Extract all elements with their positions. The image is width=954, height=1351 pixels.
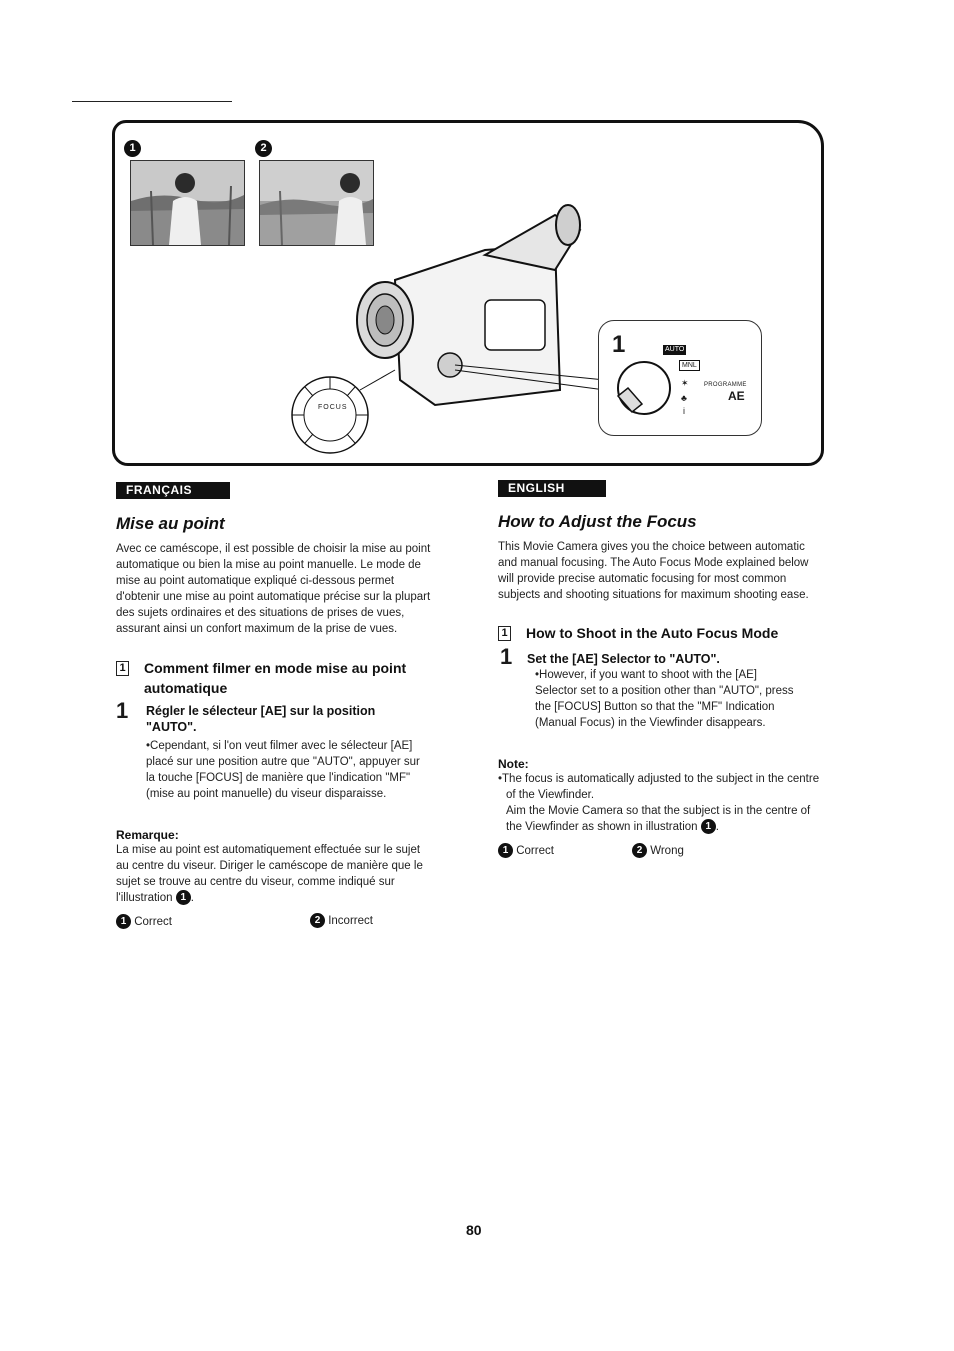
en-step-body: •However, if you want to shoot with the [AE] Selector set to a position other than "AUTO", press the [FOCUS] Button so that the "MF" Indication (Manual Focus) in the Viewfinder disappears. xyxy=(535,669,794,729)
fr-label-incorrect xyxy=(310,913,373,929)
en-step-title: Set the [AE] Selector to "AUTO". xyxy=(527,652,720,666)
sports-mode-icon: ✶ xyxy=(681,378,689,388)
en-label-wrong xyxy=(632,843,684,859)
en-label1-num: 1 xyxy=(498,843,513,858)
marker-1: 1 xyxy=(124,140,141,157)
en-note-line2-wrap: Aim the Movie Camera so that the subject is in the centre of the Viewfinder as shown in illustration 1 . xyxy=(506,805,811,833)
fr-note-ref: 1 xyxy=(176,890,191,905)
lang-tag-fr: FRANÇAIS xyxy=(116,482,230,499)
fr-label2-num: 2 xyxy=(310,913,325,928)
en-section-title: How to Shoot in the Auto Focus Mode xyxy=(526,625,779,641)
photo-correct xyxy=(130,160,245,246)
en-label1: Correct xyxy=(516,845,554,857)
en-note-line1: •The focus is automatically adjusted to the subject in the centre of the Viewfinder. xyxy=(498,773,820,801)
auto-indicator: AUTO xyxy=(665,346,685,353)
programme-label: PROGRAMME xyxy=(704,382,747,388)
en-note-line2: Aim the Movie Camera so that the subject is in the centre of the Viewfinder as shown in illustration xyxy=(506,805,811,833)
mnl-indicator: MNL xyxy=(679,360,700,371)
page-number: 80 xyxy=(466,1222,482,1238)
ae-label: AE xyxy=(728,389,745,403)
fr-note-text: La mise au point est automatiquement effectuée sur le sujet au centre du viseur. Diriger le caméscope de manière que le sujet se trouve au centre du viseur, comme indiqué sur l'illustration xyxy=(116,844,423,904)
fr-label1: Correct xyxy=(134,916,172,928)
en-note-title: Note: xyxy=(498,757,529,771)
portrait-mode-icon: ♣ xyxy=(681,393,687,403)
fr-label2: Incorrect xyxy=(328,915,373,927)
fr-intro: Avec ce caméscope, il est possible de choisir la mise au point automatique ou bien la mise au point manuelle. Le mode de mise au point automatique expliqué ci-dessous permet d'obtenir une mise au point automatique précise sur la plupart des sujets ordinaires et des situations de prises de vues, assurant ainsi un confort maximum de la prise de vues. xyxy=(116,543,431,635)
fr-label1-num: 1 xyxy=(116,914,131,929)
en-label-correct xyxy=(498,843,554,859)
fr-section-heading xyxy=(116,658,416,698)
header-rule xyxy=(72,101,232,102)
fr-title: Mise au point xyxy=(116,514,225,533)
en-step-number: 1 xyxy=(500,644,513,669)
en-section-heading xyxy=(498,623,818,643)
en-note xyxy=(498,771,820,835)
focus-dial-label: FOCUS xyxy=(318,404,348,411)
callout-step-number: 1 xyxy=(612,331,626,358)
camcorder-illustration xyxy=(285,200,605,460)
low-light-mode-icon: i xyxy=(683,406,685,416)
fr-note: La mise au point est automatiquement effectuée sur le sujet au centre du viseur. Diriger le caméscope de manière que le sujet se trouve au centre du viseur, comme indiqué sur l'illustration 1 . xyxy=(116,844,423,904)
fr-label-correct xyxy=(116,914,172,930)
ae-selector-dial-icon xyxy=(612,356,674,422)
fr-step-number: 1 xyxy=(116,698,129,723)
en-section-number: 1 xyxy=(498,626,511,641)
fr-section-title: Comment filmer en mode mise au point automatique xyxy=(144,660,407,696)
en-title: How to Adjust the Focus xyxy=(498,512,697,531)
fr-section-number: 1 xyxy=(116,661,129,676)
en-label2: Wrong xyxy=(650,845,684,857)
marker-2: 2 xyxy=(255,140,272,157)
en-intro: This Movie Camera gives you the choice between automatic and manual focusing. The Auto Focus Mode explained below will provide precise automatic focusing for most common subjects and shooting situations for maximum shooting ease. xyxy=(498,541,809,601)
fr-step-body: •Cependant, si l'on veut filmer avec le sélecteur [AE] placé sur une position autre que "AUTO", appuyer sur la touche [FOCUS] de manière que l'indication "MF" (mise au point manuelle) du viseur disparaisse. xyxy=(146,740,420,800)
fr-step-title: Régler le sélecteur [AE] sur la position "AUTO". xyxy=(146,704,376,734)
fr-note-title: Remarque: xyxy=(116,828,179,842)
en-note-ref: 1 xyxy=(701,819,716,834)
lang-tag-en: ENGLISH xyxy=(498,480,606,497)
photo-correct-scene xyxy=(131,161,244,245)
en-label2-num: 2 xyxy=(632,843,647,858)
